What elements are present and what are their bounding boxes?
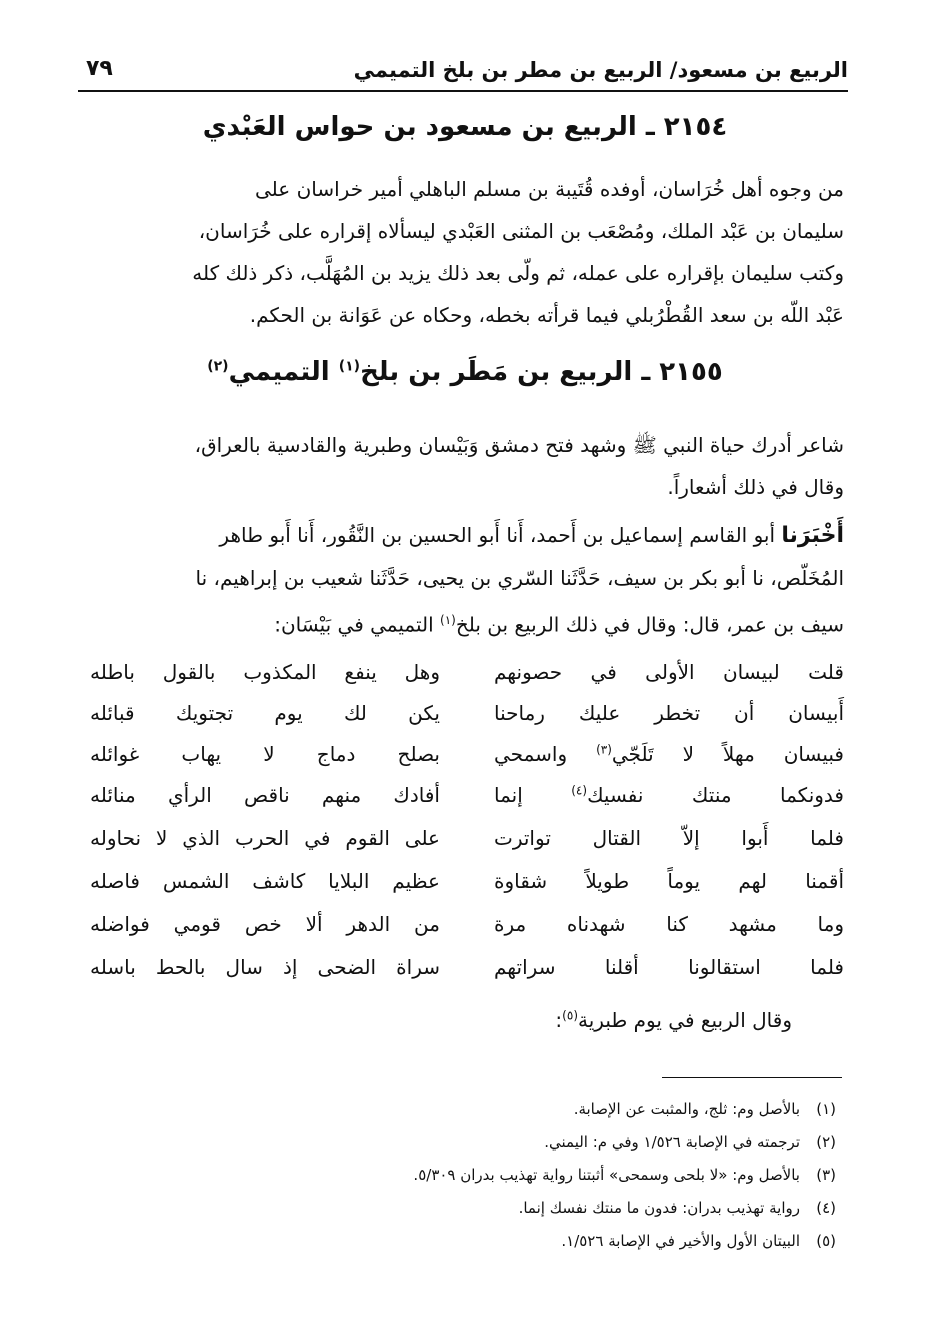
footnote-item (90, 1166, 836, 1196)
verse-second-hemistich: عظيم البلايا كاشف الشمس فاصله (90, 869, 440, 893)
isnad-text: أبو القاسم إسماعيل بن أَحمد، أَنا أَبو الحسين بن النَّقُور، أَنا أَبو طاهر (219, 523, 782, 547)
body-line (88, 514, 844, 557)
footnote-text: البيتان الأول والأخير في الإصابة ١/٥٢٦. (561, 1232, 800, 1250)
footnote-number: (٤) (816, 1199, 836, 1217)
running-title: الربيع بن مسعود/ الربيع بن مطر بن بلخ التميمي (353, 58, 848, 82)
footnote-ref: (٤) (571, 783, 588, 798)
verse-text: واسمحي (494, 742, 597, 766)
verse-first-hemistich: قلت لبيسان الأولى في حصونهم (494, 660, 844, 684)
verse-row (90, 955, 844, 997)
verse-first-hemistich: أقمنا لهم يوماً طويلاً شقاوة (494, 869, 844, 893)
footnote-divider (662, 1077, 842, 1078)
footnote-ref: (١) (338, 358, 361, 375)
verse-row (90, 826, 844, 868)
isnad-text: سيف بن عمر، قال: وقال في ذلك الربيع بن بلخ (455, 612, 844, 637)
verse-second-hemistich: وهل ينفع المكذوب بالقول باطله (90, 660, 440, 684)
entry-2154-body (88, 168, 844, 336)
heading-text: التميمي (228, 357, 339, 387)
verse-second-hemistich: على القوم في الحرب الذي لا نحاوله (90, 826, 440, 850)
verse-first-hemistich: وما مشهد كنا شهدناه مرة (494, 912, 844, 936)
page-number: ٧٩ (86, 56, 113, 81)
body-line: وكتب سليمان بإقراره على عمله، ثم ولّى بعد ذلك يزيد بن المُهَلَّب، ذكر ذلك كله (192, 261, 844, 285)
entry-2155-intro (88, 424, 844, 508)
running-header (78, 52, 848, 92)
verse-second-hemistich: بصلح دماج لا يهاب غوائله (90, 742, 440, 766)
verse-text: إنما (494, 783, 572, 807)
entry-2155-isnad (88, 514, 844, 646)
footnote-text: رواية تهذيب بدران: فدون ما منتك نفسك إنما. (518, 1199, 800, 1217)
verse-second-hemistich: أفادك منهم ناقص الرأي منائله (90, 783, 440, 807)
body-line (88, 599, 844, 646)
footnote-number: (٣) (816, 1166, 836, 1184)
footnote-number: (٢) (816, 1133, 836, 1151)
verse-first-hemistich: فلما استقالونا أقلنا سراتهم (494, 955, 844, 979)
body-text: : (555, 1008, 563, 1032)
verse-text: فبيسان مهلاً لا تَلَجّي (611, 742, 844, 766)
body-line: سليمان بن عَبْد الملك، ومُصْعَب بن المثنى العَبْدي ليسألاه إقراره على خُرَاسان، (198, 219, 844, 243)
verse-row (90, 701, 844, 743)
after-poem-line (555, 1008, 792, 1032)
body-line: وقال في ذلك أشعاراً. (667, 475, 844, 499)
body-line: شاعر أدرك حياة النبي ﷺ وشهد فتح دمشق وَبَيْسان وطبرية والقادسية بالعراق، (194, 433, 844, 457)
body-line: عَبْد اللّه بن سعد القُطْرُبلي فيما قرأته بخطه، وحكاه عن عَوَانة بن الحكم. (249, 303, 844, 327)
footnote-item (90, 1100, 836, 1130)
verse-first-hemistich (494, 783, 844, 807)
footnote-text: بالأصل وم: «لا بلحى وسمحى» أثبتنا رواية تهذيب بدران ٥/٣٠٩. (413, 1166, 800, 1184)
footnote-text: ترجمته في الإصابة ١/٥٢٦ وفي م: اليمني. (544, 1133, 800, 1151)
footnote-ref: (٥) (562, 1008, 578, 1023)
footnote-number: (٥) (816, 1232, 836, 1250)
body-text: وقال الربيع في يوم طبرية (578, 1008, 792, 1032)
footnote-ref: (١) (440, 613, 456, 627)
footnote-ref: (٣) (596, 742, 612, 757)
footnote-item (90, 1199, 836, 1229)
entry-heading-2155 (80, 357, 850, 387)
verse-first-hemistich: أَبيسان أن تخطر عليك رماحنا (494, 701, 844, 725)
verse-row (90, 742, 844, 784)
heading-text: ٢١٥٥ ـ الربيع بن مَطَر بن بلخ (360, 357, 723, 387)
verse-row (90, 912, 844, 954)
verse-first-hemistich: فلما أَبوا إلاّ القتال تواترت (494, 826, 844, 850)
footnote-item (90, 1133, 836, 1163)
verse-second-hemistich: من الدهر ألا خص قومي فواضله (90, 912, 440, 936)
footnote-item (90, 1232, 836, 1262)
footnote-number: (١) (816, 1100, 836, 1118)
verse-row (90, 869, 844, 911)
verse-text: فدونكما منتك نفسيك (587, 783, 844, 807)
verse-row (90, 660, 844, 702)
verse-first-hemistich (494, 742, 844, 766)
entry-heading-2154: ٢١٥٤ ـ الربيع بن مسعود بن حواس العَبْدي (202, 112, 728, 142)
body-line: من وجوه أهل خُرَاسان، أوفده قُتَيبة بن مسلم الباهلي أمير خراسان على (255, 177, 844, 201)
verse-second-hemistich: سراة الضحى إذ سال بالحط باسله (90, 955, 440, 979)
footnote-ref: (٢) (207, 358, 229, 375)
footnote-text: بالأصل وم: ثلج، والمثبت عن الإصابة. (573, 1100, 800, 1118)
isnad-lead-word: أَخْبَرَنا (781, 523, 844, 548)
body-line: المُخَلّص، نا أبو بكر بن سيف، حَدَّثَنا السّري بن يحيى، حَدَّثَنا شعيب بن إبراهيم، نا (195, 566, 844, 590)
verse-row (90, 783, 844, 825)
verse-second-hemistich: يكن لك يوم تجتويك قبائله (90, 701, 440, 725)
isnad-text: التميمي في بَيْسَان: (274, 612, 440, 637)
